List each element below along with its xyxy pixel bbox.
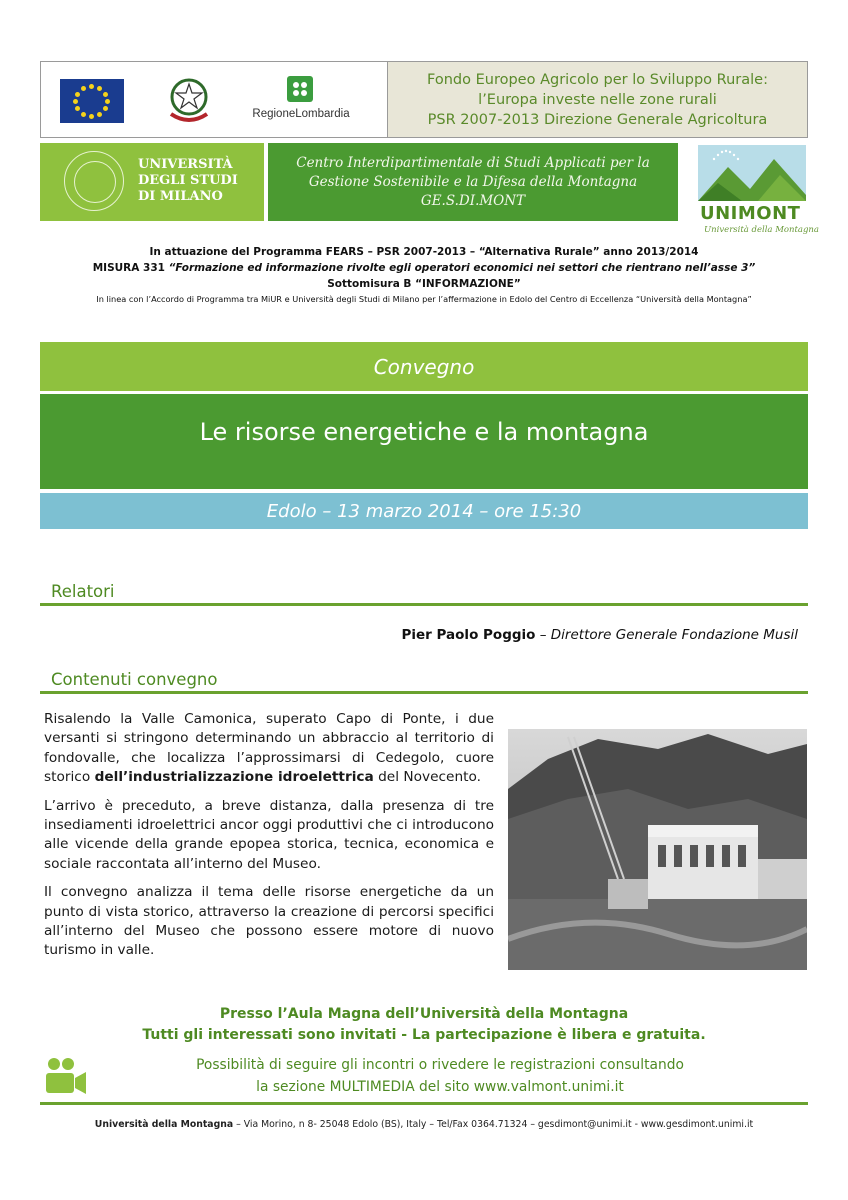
fund-statement — [387, 62, 807, 137]
unimi-name-line-1: UNIVERSITÀ — [138, 157, 233, 172]
section-relatori — [40, 582, 808, 606]
gesdimont-block — [268, 143, 678, 221]
event-title-banner — [40, 394, 808, 489]
speaker-line — [401, 627, 798, 643]
centre-line-3: GE.S.DI.MONT — [420, 192, 526, 209]
fund-line-2: l’Europa investe nelle zone rurali — [478, 91, 717, 108]
footer-divider — [40, 1102, 808, 1105]
multimedia-info — [100, 1054, 780, 1098]
event-title: Le risorse energetiche e la montagna — [199, 417, 649, 446]
fund-line-3: PSR 2007-2013 Direzione Generale Agricoltura — [427, 111, 768, 128]
fund-line-1: Fondo Europeo Agricolo per lo Sviluppo Rurale: — [427, 71, 768, 88]
measure-title: “Formazione ed informazione rivolte egli operatori economici nei settori che rientrano nell’asse 3” — [168, 262, 756, 274]
footer-details: – Via Morino, n 8- 25048 Edolo (BS), Italy – Tel/Fax 0364.71324 – gesdimont@unimi.it - www.gesdimont.unimi.it — [233, 1119, 754, 1130]
event-kind: Convegno — [373, 354, 475, 379]
centre-line-1: Centro Interdipartimentale di Studi Applicati per la — [296, 154, 650, 171]
university-seal-icon — [64, 151, 124, 211]
content-paragraph-2: L’arrivo è preceduto, a breve distanza, dalla presenza di tre insediamenti idroelettrici ancor oggi produttivi che ci introducono alle vicende della grande epopea storica, tecnica, economica e sociale raccontata all’interno del Museo. — [44, 797, 494, 872]
footer-contacts — [40, 1119, 808, 1130]
italian-republic-emblem — [165, 74, 213, 126]
section-contenuti — [40, 670, 808, 694]
programme-line-1: In attuazione del Programma FEARS – PSR 2007-2013 – “Alternativa Rurale” anno 2013/2014 — [149, 246, 699, 258]
eu-flag-logo — [60, 79, 124, 123]
institution-banner — [40, 143, 819, 235]
regione-lombardia-logo — [241, 76, 361, 126]
speaker-name: Pier Paolo Poggio — [401, 627, 536, 643]
section-relatori-title: Relatori — [51, 582, 115, 601]
multimedia-line-1: Possibilità di seguire gli incontri o rivedere le registrazioni consultando — [196, 1057, 684, 1073]
p1-text-b: del Novecento. — [373, 769, 481, 786]
unimont-subtitle: Università della Montagna — [704, 225, 819, 235]
unimi-logo — [40, 143, 264, 221]
event-date: Edolo – 13 marzo 2014 – ore 15:30 — [266, 500, 582, 522]
content-paragraph-3: Il convegno analizza il tema delle risorse energetiche da un punto di vista storico, attraverso la creazione di percorsi specifici all’interno del Museo che possono essere motore di nuovo turismo in valle. — [44, 884, 494, 959]
multimedia-line-2: la sezione MULTIMEDIA del sito www.valmont.unimi.it — [256, 1079, 624, 1095]
hydroelectric-plant-photo — [508, 729, 807, 970]
p1-text-a: Risalendo la Valle Camonica, superato Capo di Ponte, i due versanti si stringono determinando un abbraccio al territorio di fondovalle, che localizza l’approssimarsi di Cedegolo, cuore storico — [44, 711, 494, 786]
event-kind-banner — [40, 342, 808, 391]
speaker-sep: – — [535, 627, 551, 643]
measure-label: MISURA 331 — [92, 262, 169, 274]
programme-line-4: In linea con l’Accordo di Programma tra MiUR e Università degli Studi di Milano per l’affermazione in Edolo del Centro di Eccellenza “Università della Montagna” — [96, 294, 752, 304]
programme-info — [40, 244, 808, 306]
section-contenuti-title: Contenuti convegno — [51, 670, 218, 689]
unimi-name-line-2: DEGLI STUDI — [138, 173, 238, 188]
content-text — [44, 710, 494, 970]
venue-line-2: Tutti gli interessati sono invitati - La partecipazione è libera e gratuita. — [142, 1027, 706, 1043]
sponsor-logo-bar — [40, 61, 808, 138]
programme-line-2 — [40, 260, 808, 276]
unimi-name — [138, 157, 238, 205]
footer-org: Università della Montagna — [94, 1119, 234, 1130]
unimi-name-line-3: DI MILANO — [138, 189, 223, 204]
venue-line-1: Presso l’Aula Magna dell’Università della Montagna — [219, 1006, 629, 1022]
programme-line-3: Sottomisura B “INFORMAZIONE” — [327, 278, 521, 290]
venue-info — [40, 1004, 808, 1046]
mountain-icon — [698, 145, 806, 201]
content-paragraph-1 — [44, 710, 494, 788]
p1-highlight: dell’industrializzazione idroelettrica — [94, 769, 374, 786]
centre-line-2: Gestione Sostenibile e la Difesa della Montagna — [308, 173, 638, 190]
video-camera-icon — [44, 1056, 88, 1096]
speaker-role: Direttore Generale Fondazione Musil — [550, 627, 798, 643]
region-logo-text: RegioneLombardia — [252, 108, 350, 120]
lombardia-rose-icon — [287, 76, 313, 102]
event-date-banner — [40, 493, 808, 529]
unimont-wordmark: UNIMONT — [700, 203, 801, 224]
logo-strip — [41, 62, 387, 137]
unimont-logo — [696, 143, 819, 235]
